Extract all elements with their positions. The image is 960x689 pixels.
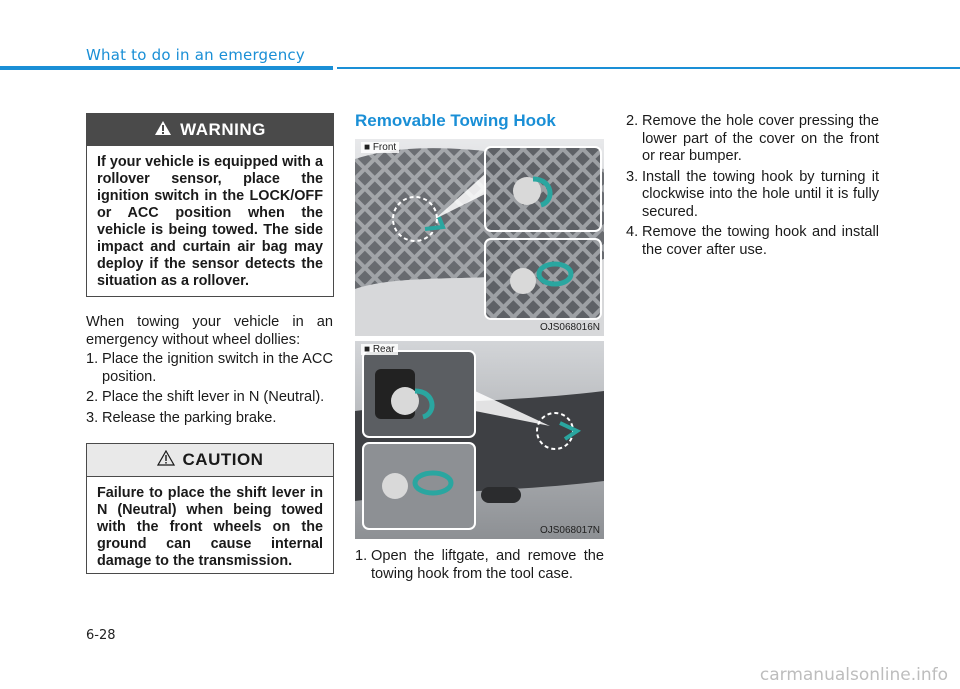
step-number: 4. — [626, 224, 639, 240]
subheading: Removable Towing Hook — [355, 111, 556, 130]
caution-triangle-icon — [157, 450, 175, 471]
warning-header — [87, 114, 333, 146]
steps-mid-list — [355, 548, 604, 586]
caution-box — [86, 443, 334, 574]
list-item — [86, 410, 333, 428]
watermark: carmanualsonline.info — [759, 665, 948, 685]
warning-triangle-icon — [154, 120, 172, 141]
step-text: Open the liftgate, and remove the towing hook from the tool case. — [371, 548, 604, 582]
header-rule-thick — [0, 66, 333, 70]
warning-text: If your vehicle is equipped with a rollover sensor, place the ignition switch in the LOCK/OFF or ACC position when the vehicle is being towed. The side impact and curtain air bag may deploy if the sensor detects the situation as a rollover. — [97, 154, 323, 289]
list-item — [86, 389, 333, 407]
step-text: Place the ignition switch in the ACC position. — [102, 351, 333, 385]
figure-front — [355, 139, 604, 336]
steps-right-list — [626, 113, 879, 262]
figure-rear-label: ■ Rear — [361, 344, 398, 355]
page-number: 6-28 — [86, 628, 116, 643]
step-text: Place the shift lever in N (Neutral). — [102, 389, 325, 405]
list-item — [626, 224, 879, 259]
step-number: 3. — [86, 409, 99, 426]
section-title: What to do in an emergency — [86, 46, 305, 64]
steps-left-list — [86, 351, 333, 430]
step-number: 2. — [626, 113, 639, 129]
figure-rear — [355, 341, 604, 539]
step-text: Remove the towing hook and install the cover after use. — [642, 224, 879, 258]
step-text: Install the towing hook by turning it clockwise into the hole until it is fully secured. — [642, 168, 879, 220]
step-number: 1. — [86, 351, 99, 367]
caution-label: CAUTION — [182, 450, 264, 469]
warning-label: WARNING — [180, 120, 266, 139]
step-text: Remove the hole cover pressing the lower part of the cover on the front or rear bumper. — [642, 113, 879, 164]
intro-paragraph: When towing your vehicle in an emergency without wheel dollies: — [86, 314, 333, 348]
caution-header — [87, 444, 333, 477]
step-number: 3. — [626, 168, 639, 185]
list-item — [86, 351, 333, 386]
list-item — [626, 113, 879, 166]
header-rule-thin — [337, 67, 960, 69]
rear-bumper-illustration — [355, 341, 604, 539]
step-number: 2. — [86, 389, 99, 405]
figure-front-code: OJS068016N — [539, 322, 600, 333]
list-item — [626, 169, 879, 222]
list-item — [355, 548, 604, 583]
step-number: 1. — [355, 548, 368, 564]
caution-text: Failure to place the shift lever in N (Neutral) when being towed with the front wheels on the ground can cause internal damage to the transmission. — [97, 485, 323, 569]
figure-rear-code: OJS068017N — [539, 525, 600, 536]
front-bumper-illustration — [355, 139, 604, 336]
figure-front-label: ■ Front — [361, 142, 399, 153]
step-text: Release the parking brake. — [102, 409, 277, 426]
warning-box — [86, 113, 334, 297]
